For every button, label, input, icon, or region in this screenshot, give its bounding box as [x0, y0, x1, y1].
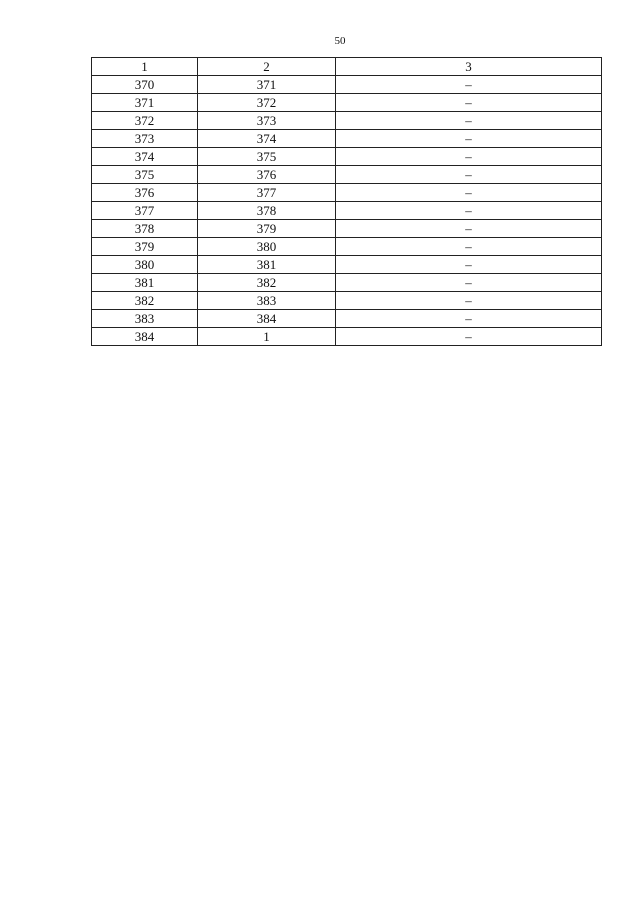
table-cell-col-2: 375 [198, 148, 336, 166]
table-cell-col-2: 376 [198, 166, 336, 184]
table-cell-col-3: – [336, 220, 602, 238]
table-cell-col-1: 377 [92, 202, 198, 220]
table-cell-col-1: 382 [92, 292, 198, 310]
table-cell-col-3: – [336, 292, 602, 310]
table-cell-col-2: 378 [198, 202, 336, 220]
table-row [92, 130, 602, 148]
table-cell-col-3: – [336, 256, 602, 274]
table-cell-col-2: 373 [198, 112, 336, 130]
table-cell-col-1: 370 [92, 76, 198, 94]
column-header-3: 3 [336, 58, 602, 76]
table-row [92, 274, 602, 292]
table-cell-col-2: 372 [198, 94, 336, 112]
table-cell-col-3: – [336, 328, 602, 346]
table-row [92, 220, 602, 238]
table-cell-col-3: – [336, 184, 602, 202]
table-cell-col-2: 377 [198, 184, 336, 202]
table-row [92, 238, 602, 256]
table-cell-col-3: – [336, 166, 602, 184]
table-cell-col-2: 380 [198, 238, 336, 256]
table-row [92, 292, 602, 310]
table-cell-col-2: 379 [198, 220, 336, 238]
table-row [92, 148, 602, 166]
table-body [92, 76, 602, 346]
data-table [91, 57, 602, 346]
table-cell-col-1: 384 [92, 328, 198, 346]
table-cell-col-1: 381 [92, 274, 198, 292]
table-cell-col-2: 371 [198, 76, 336, 94]
table-header-row [92, 58, 602, 76]
table-cell-col-2: 1 [198, 328, 336, 346]
table-cell-col-1: 372 [92, 112, 198, 130]
table-row [92, 76, 602, 94]
table-row [92, 202, 602, 220]
table-cell-col-1: 373 [92, 130, 198, 148]
column-header-1: 1 [92, 58, 198, 76]
table-row [92, 310, 602, 328]
table-row [92, 112, 602, 130]
table-row [92, 166, 602, 184]
table-cell-col-2: 384 [198, 310, 336, 328]
table-cell-col-2: 381 [198, 256, 336, 274]
table-cell-col-1: 380 [92, 256, 198, 274]
table-cell-col-3: – [336, 238, 602, 256]
table-cell-col-3: – [336, 202, 602, 220]
table-cell-col-1: 375 [92, 166, 198, 184]
table-row [92, 184, 602, 202]
table-cell-col-3: – [336, 130, 602, 148]
table-cell-col-3: – [336, 274, 602, 292]
data-table-container [91, 57, 601, 346]
table-cell-col-1: 374 [92, 148, 198, 166]
table-cell-col-3: – [336, 94, 602, 112]
table-cell-col-1: 376 [92, 184, 198, 202]
table-row [92, 328, 602, 346]
table-cell-col-3: – [336, 148, 602, 166]
table-cell-col-3: – [336, 112, 602, 130]
table-cell-col-1: 383 [92, 310, 198, 328]
table-cell-col-2: 374 [198, 130, 336, 148]
table-cell-col-3: – [336, 76, 602, 94]
table-cell-col-1: 379 [92, 238, 198, 256]
table-cell-col-1: 378 [92, 220, 198, 238]
table-row [92, 94, 602, 112]
table-cell-col-2: 382 [198, 274, 336, 292]
column-header-2: 2 [198, 58, 336, 76]
page-number: 50 [334, 35, 346, 47]
table-cell-col-2: 383 [198, 292, 336, 310]
table-cell-col-3: – [336, 310, 602, 328]
table-row [92, 256, 602, 274]
table-cell-col-1: 371 [92, 94, 198, 112]
